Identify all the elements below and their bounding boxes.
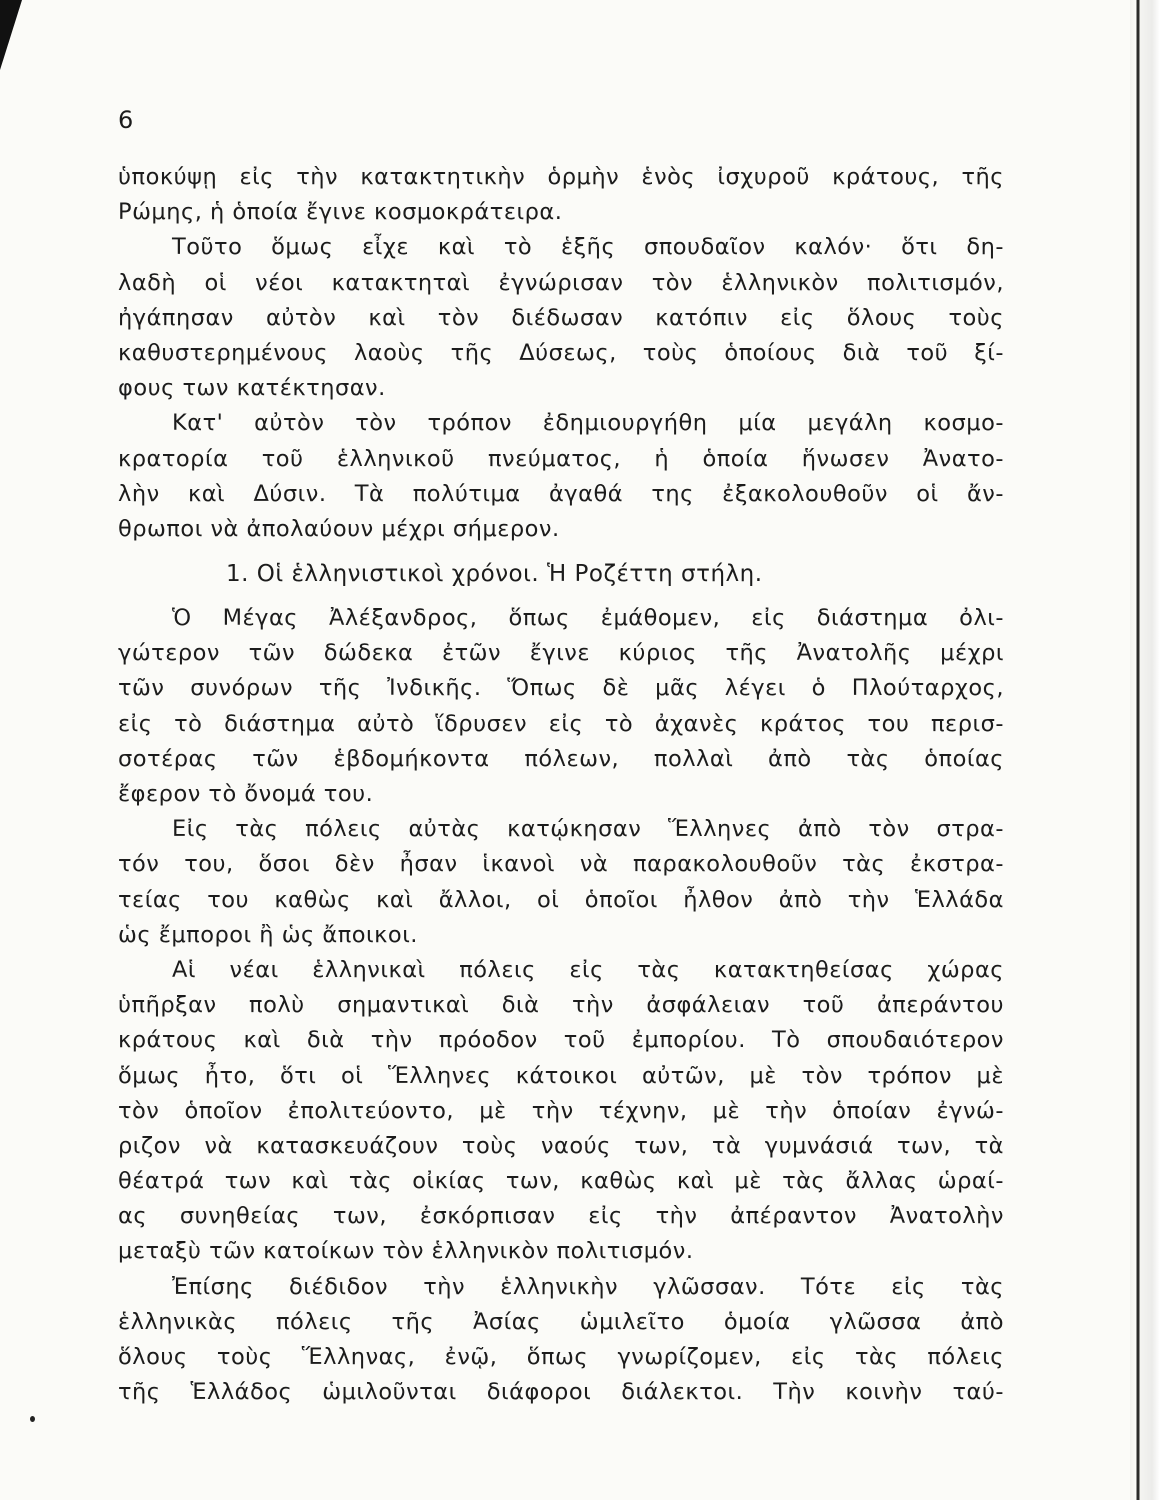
text-line: τῆς Ἑλλάδος ὡμιλοῦνται διάφοροι διάλεκτοι. Τὴν κοινὴν ταύ- (118, 1379, 1004, 1406)
text-line: ὡς ἔμποροι ἢ ὡς ἄποικοι. (118, 921, 418, 948)
text-line: Κατ' αὐτὸν τὸν τρόπον ἐδημιουργήθη μία μεγάλη κοσμο- (172, 410, 1004, 437)
section-heading: 1. Οἱ ἑλληνιστικοὶ χρόνοι. Ἡ Ροζέττη στήλη. (226, 561, 763, 588)
page-number: 6 (118, 106, 135, 134)
text-line: τείας του καθὼς καὶ ἄλλοι, οἱ ὁποῖοι ἦλθον ἀπὸ τὴν Ἑλλάδα (118, 886, 1004, 913)
scan-page-edge (1130, 0, 1160, 1500)
text-line: κρατορία τοῦ ἑλληνικοῦ πνεύματος, ἡ ὁποία ἥνωσεν Ἀνατο- (118, 445, 1004, 472)
text-line: εἰς τὸ διάστημα αὐτὸ ἵδρυσεν εἰς τὸ ἀχανὲς κράτος του περισ- (118, 710, 1004, 737)
text-line: ριζον νὰ κατασκευάζουν τοὺς ναούς των, τὰ γυμνάσιά των, τὰ (118, 1132, 1004, 1159)
text-line: κράτους καὶ διὰ τὴν πρόοδον τοῦ ἐμπορίου. Τὸ σπουδαιότερον (118, 1027, 1004, 1054)
text-line: σοτέρας τῶν ἑβδομήκοντα πόλεων, πολλαὶ ἀπὸ τὰς ὁποίας (118, 745, 1004, 772)
scan-corner-shadow (0, 0, 22, 70)
text-line: τῶν συνόρων τῆς Ἰνδικῆς. Ὅπως δὲ μᾶς λέγει ὁ Πλούταρχος, (118, 675, 1004, 702)
text-line: ὅλους τοὺς Ἕλληνας, ἐνῷ, ὅπως γνωρίζομεν, εἰς τὰς πόλεις (118, 1344, 1004, 1370)
text-line: ὅμως ἦτο, ὅτι οἱ Ἕλληνες κάτοικοι αὐτῶν, μὲ τὸν τρόπον μὲ (118, 1062, 1004, 1089)
text-line: λὴν καὶ Δύσιν. Τὰ πολύτιμα ἀγαθά της ἐξακολουθοῦν οἱ ἄν- (118, 480, 1004, 507)
text-line: Ἐπίσης διέδιδον τὴν ἑλληνικὴν γλῶσσαν. Τότε εἰς τὰς (172, 1273, 1004, 1300)
body-text (118, 160, 1004, 1410)
text-line: ὑπῆρξαν πολὺ σημαντικαὶ διὰ τὴν ἀσφάλειαν τοῦ ἀπεράντου (118, 992, 1004, 1019)
text-line: Τοῦτο ὅμως εἶχε καὶ τὸ ἑξῆς σπουδαῖον καλόν· ὅτι δη- (172, 234, 1004, 261)
text-line: ἠγάπησαν αὐτὸν καὶ τὸν διέδωσαν κατόπιν εἰς ὅλους τοὺς (118, 304, 1004, 331)
text-line: ας συνηθείας των, ἐσκόρπισαν εἰς τὴν ἀπέραντον Ἀνατολὴν (118, 1203, 1004, 1230)
text-line: τόν του, ὅσοι δὲν ἦσαν ἱκανοὶ νὰ παρακολουθοῦν τὰς ἐκστρα- (118, 851, 1004, 878)
text-line: καθυστερημένους λαοὺς τῆς Δύσεως, τοὺς ὁποίους διὰ τοῦ ξί- (118, 339, 1004, 366)
text-line: φους των κατέκτησαν. (118, 375, 386, 402)
text-line: λαδὴ οἱ νέοι κατακτηταὶ ἐγνώρισαν τὸν ἑλληνικὸν πολιτισμόν, (118, 269, 1004, 296)
text-line: γώτερον τῶν δώδεκα ἐτῶν ἔγινε κύριος τῆς Ἀνατολῆς μέχρι (118, 640, 1004, 667)
text-line: ἑλληνικὰς πόλεις τῆς Ἀσίας ὡμιλεῖτο ὁμοία γλῶσσα ἀπὸ (118, 1308, 1004, 1335)
text-line: ὑποκύψῃ εἰς τὴν κατακτητικὴν ὁρμὴν ἑνὸς ἰσχυροῦ κράτους, τῆς (118, 164, 1004, 190)
text-line: θέατρά των καὶ τὰς οἰκίας των, καθὼς καὶ μὲ τὰς ἄλλας ὡραί- (118, 1168, 1004, 1195)
text-line: Ὁ Μέγας Ἀλέξανδρος, ὅπως ἐμάθομεν, εἰς διάστημα ὀλι- (172, 605, 1004, 632)
text-line: τὸν ὁποῖον ἐπολιτεύοντο, μὲ τὴν τέχνην, μὲ τὴν ὁποίαν ἐγνώ- (118, 1097, 1004, 1124)
text-line: Εἰς τὰς πόλεις αὐτὰς κατῴκησαν Ἕλληνες ἀπὸ τὸν στρα- (172, 816, 1004, 843)
text-line: θρωποι νὰ ἀπολαύουν μέχρι σήμερον. (118, 515, 560, 542)
text-line: Αἱ νέαι ἑλληνικαὶ πόλεις εἰς τὰς κατακτηθείσας χώρας (172, 956, 1004, 983)
text-line: ἔφερον τὸ ὄνομά του. (118, 781, 374, 807)
text-line: Ρώμης, ἡ ὁποία ἔγινε κοσμοκράτειρα. (118, 199, 563, 226)
scan-speck (30, 1416, 35, 1422)
text-line: μεταξὺ τῶν κατοίκων τὸν ἑλληνικὸν πολιτισμόν. (118, 1238, 694, 1265)
